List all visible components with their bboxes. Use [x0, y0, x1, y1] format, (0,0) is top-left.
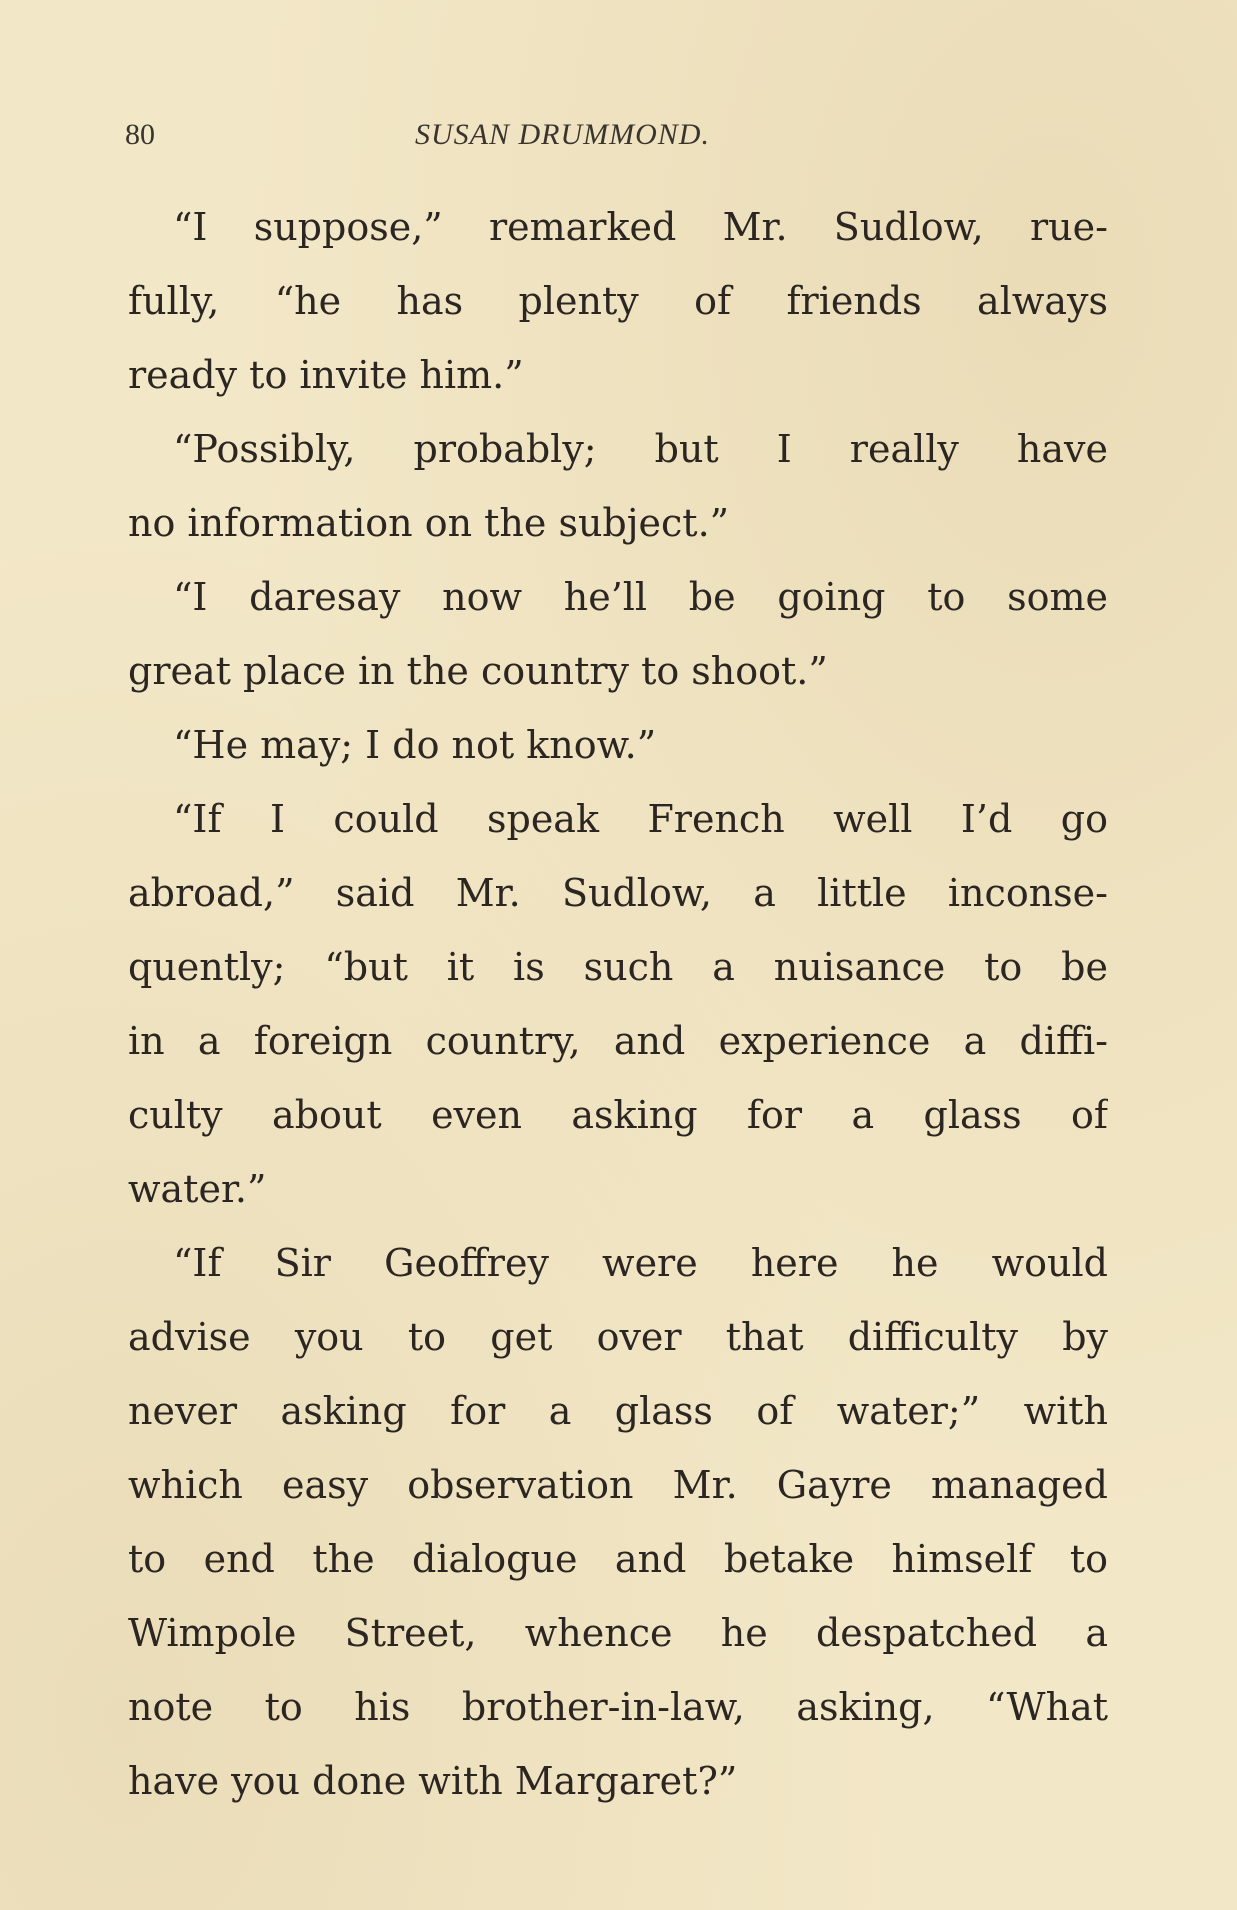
- text-line: have you done with Margaret?”: [128, 1759, 738, 1803]
- running-head: [125, 115, 1115, 155]
- text-line: which easy observation Mr. Gayre managed: [128, 1463, 1108, 1507]
- text-line: “I daresay now he’ll be going to some: [173, 575, 1108, 619]
- text-line: culty about even asking for a glass of: [128, 1093, 1108, 1137]
- text-line: “He may; I do not know.”: [173, 723, 657, 767]
- page-number: 80: [125, 118, 155, 151]
- text-line: note to his brother-in-law, asking, “What: [128, 1685, 1108, 1729]
- text-line: “Possibly, probably; but I really have: [173, 427, 1108, 471]
- text-line: in a foreign country, and experience a diffi-: [128, 1019, 1108, 1063]
- text-line: advise you to get over that difficulty by: [128, 1315, 1108, 1359]
- text-line: to end the dialogue and betake himself to: [128, 1537, 1108, 1581]
- text-line: quently; “but it is such a nuisance to be: [128, 945, 1108, 989]
- text-line: water.”: [128, 1167, 267, 1211]
- text-line: ready to invite him.”: [128, 353, 524, 397]
- text-line: “If Sir Geoffrey were here he would: [173, 1241, 1108, 1285]
- text-line: “If I could speak French well I’d go: [173, 797, 1108, 841]
- text-line: fully, “he has plenty of friends always: [128, 279, 1108, 323]
- text-line: never asking for a glass of water;” with: [128, 1389, 1108, 1433]
- text-line: Wimpole Street, whence he despatched a: [128, 1611, 1108, 1655]
- text-line: great place in the country to shoot.”: [128, 649, 828, 693]
- text-line: abroad,” said Mr. Sudlow, a little inconse-: [128, 871, 1108, 915]
- book-title: SUSAN DRUMMOND.: [415, 118, 710, 151]
- text-line: no information on the subject.”: [128, 501, 730, 545]
- text-line: “I suppose,” remarked Mr. Sudlow, rue-: [173, 205, 1108, 249]
